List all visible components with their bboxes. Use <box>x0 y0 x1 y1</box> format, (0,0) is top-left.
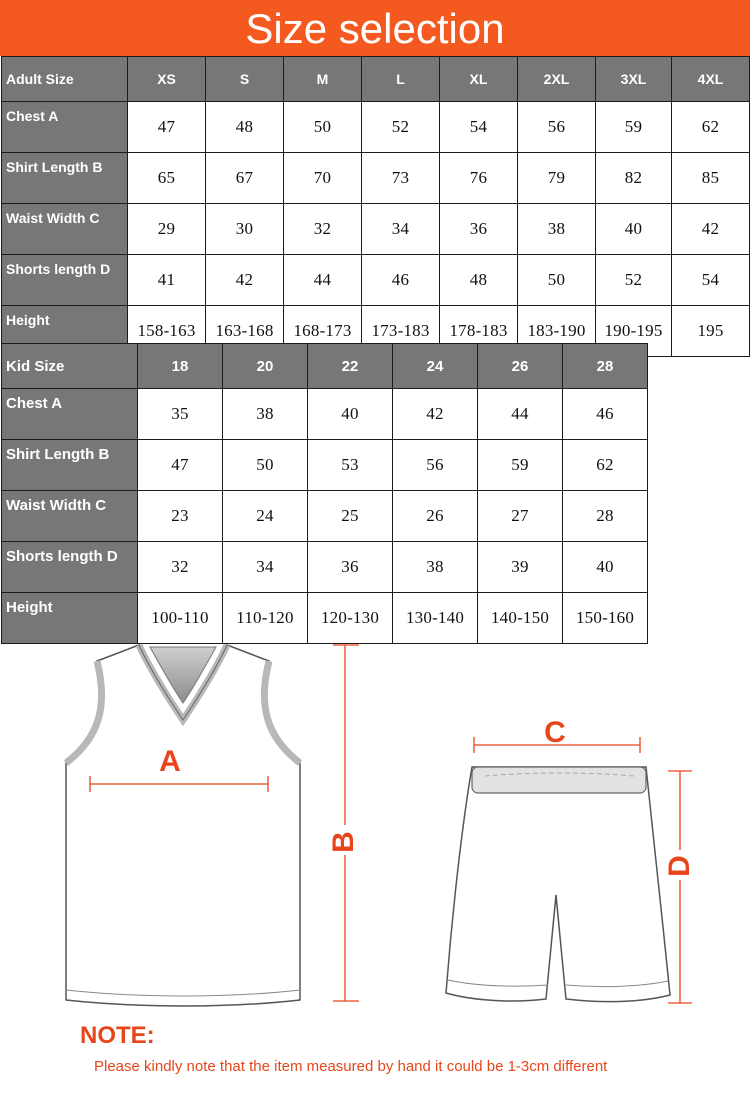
table-cell: 190-195 <box>596 306 672 357</box>
table-row <box>2 102 750 153</box>
table-row <box>2 153 750 204</box>
table-cell: 40 <box>308 389 393 440</box>
header-cell: 20 <box>223 344 308 389</box>
table-cell: 173-183 <box>362 306 440 357</box>
table-cell: 48 <box>440 255 518 306</box>
table-cell: 29 <box>128 204 206 255</box>
table-cell: 100-110 <box>138 593 223 644</box>
shorts-icon <box>446 767 670 1002</box>
table-header-row <box>2 57 750 102</box>
table-cell: 62 <box>563 440 648 491</box>
table-cell: 23 <box>138 491 223 542</box>
header-cell: 26 <box>478 344 563 389</box>
table-cell: 47 <box>138 440 223 491</box>
table-cell: 85 <box>672 153 750 204</box>
table-cell: 59 <box>596 102 672 153</box>
row-label: Shorts length D <box>2 542 138 593</box>
table-cell: 54 <box>440 102 518 153</box>
adult-size-table <box>1 56 750 357</box>
table-cell: 52 <box>596 255 672 306</box>
table-cell: 46 <box>563 389 648 440</box>
table-row <box>2 491 648 542</box>
page-title: Size selection <box>0 0 750 56</box>
table-cell: 168-173 <box>284 306 362 357</box>
note-text: Please kindly note that the item measured by hand it could be 1-3cm different <box>94 1058 608 1075</box>
table-cell: 76 <box>440 153 518 204</box>
header-cell: 2XL <box>518 57 596 102</box>
table-cell: 50 <box>284 102 362 153</box>
table-row <box>2 389 648 440</box>
table-cell: 54 <box>672 255 750 306</box>
table-cell: 130-140 <box>393 593 478 644</box>
table-cell: 41 <box>128 255 206 306</box>
table-cell: 35 <box>138 389 223 440</box>
row-label: Chest A <box>2 389 138 440</box>
table-cell: 36 <box>308 542 393 593</box>
table-cell: 24 <box>223 491 308 542</box>
table-cell: 28 <box>563 491 648 542</box>
table-cell: 27 <box>478 491 563 542</box>
jersey-icon <box>66 645 300 1006</box>
table-cell: 110-120 <box>223 593 308 644</box>
table-cell: 32 <box>138 542 223 593</box>
header-cell: 24 <box>393 344 478 389</box>
label-b: B <box>327 831 360 853</box>
header-cell: Adult Size <box>2 57 128 102</box>
table-cell: 39 <box>478 542 563 593</box>
header-cell: 28 <box>563 344 648 389</box>
table-cell: 44 <box>284 255 362 306</box>
table-cell: 158-163 <box>128 306 206 357</box>
row-label: Waist Width C <box>2 491 138 542</box>
measure-b <box>327 645 360 1001</box>
table-row <box>2 204 750 255</box>
header-cell: 22 <box>308 344 393 389</box>
table-cell: 42 <box>393 389 478 440</box>
table-cell: 140-150 <box>478 593 563 644</box>
header-cell: 4XL <box>672 57 750 102</box>
table-cell: 38 <box>223 389 308 440</box>
table-cell: 82 <box>596 153 672 204</box>
table-cell: 30 <box>206 204 284 255</box>
row-label: Chest A <box>2 102 128 153</box>
table-cell: 50 <box>518 255 596 306</box>
table-cell: 42 <box>672 204 750 255</box>
table-cell: 178-183 <box>440 306 518 357</box>
label-a: A <box>159 745 181 778</box>
kid-size-table <box>1 343 648 644</box>
row-label: Height <box>2 306 128 357</box>
table-cell: 70 <box>284 153 362 204</box>
header-cell: XS <box>128 57 206 102</box>
table-cell: 38 <box>393 542 478 593</box>
table-cell: 195 <box>672 306 750 357</box>
header-cell: 3XL <box>596 57 672 102</box>
table-cell: 79 <box>518 153 596 204</box>
table-cell: 73 <box>362 153 440 204</box>
label-d: D <box>663 855 696 877</box>
table-cell: 50 <box>223 440 308 491</box>
table-cell: 56 <box>393 440 478 491</box>
table-cell: 67 <box>206 153 284 204</box>
row-label: Shirt Length B <box>2 153 128 204</box>
header-cell: L <box>362 57 440 102</box>
table-header-row <box>2 344 648 389</box>
row-label: Height <box>2 593 138 644</box>
table-cell: 53 <box>308 440 393 491</box>
note-title: NOTE: <box>80 1022 155 1049</box>
table-cell: 26 <box>393 491 478 542</box>
table-cell: 40 <box>563 542 648 593</box>
table-cell: 52 <box>362 102 440 153</box>
measure-c <box>474 716 640 753</box>
table-cell: 62 <box>672 102 750 153</box>
table-cell: 36 <box>440 204 518 255</box>
row-label: Shirt Length B <box>2 440 138 491</box>
table-cell: 44 <box>478 389 563 440</box>
table-row <box>2 542 648 593</box>
table-cell: 59 <box>478 440 563 491</box>
header-cell: Kid Size <box>2 344 138 389</box>
table-cell: 46 <box>362 255 440 306</box>
table-cell: 40 <box>596 204 672 255</box>
table-cell: 56 <box>518 102 596 153</box>
table-cell: 65 <box>128 153 206 204</box>
table-cell: 48 <box>206 102 284 153</box>
table-cell: 163-168 <box>206 306 284 357</box>
row-label: Waist Width C <box>2 204 128 255</box>
measurement-diagram <box>0 625 750 1015</box>
table-cell: 38 <box>518 204 596 255</box>
header-cell: 18 <box>138 344 223 389</box>
table-cell: 32 <box>284 204 362 255</box>
header-cell: XL <box>440 57 518 102</box>
table-cell: 47 <box>128 102 206 153</box>
table-cell: 120-130 <box>308 593 393 644</box>
table-row <box>2 255 750 306</box>
table-cell: 42 <box>206 255 284 306</box>
header-cell: M <box>284 57 362 102</box>
table-cell: 183-190 <box>518 306 596 357</box>
table-cell: 25 <box>308 491 393 542</box>
table-cell: 150-160 <box>563 593 648 644</box>
table-cell: 34 <box>362 204 440 255</box>
table-cell: 34 <box>223 542 308 593</box>
row-label: Shorts length D <box>2 255 128 306</box>
header-cell: S <box>206 57 284 102</box>
table-row <box>2 440 648 491</box>
label-c: C <box>544 716 566 749</box>
